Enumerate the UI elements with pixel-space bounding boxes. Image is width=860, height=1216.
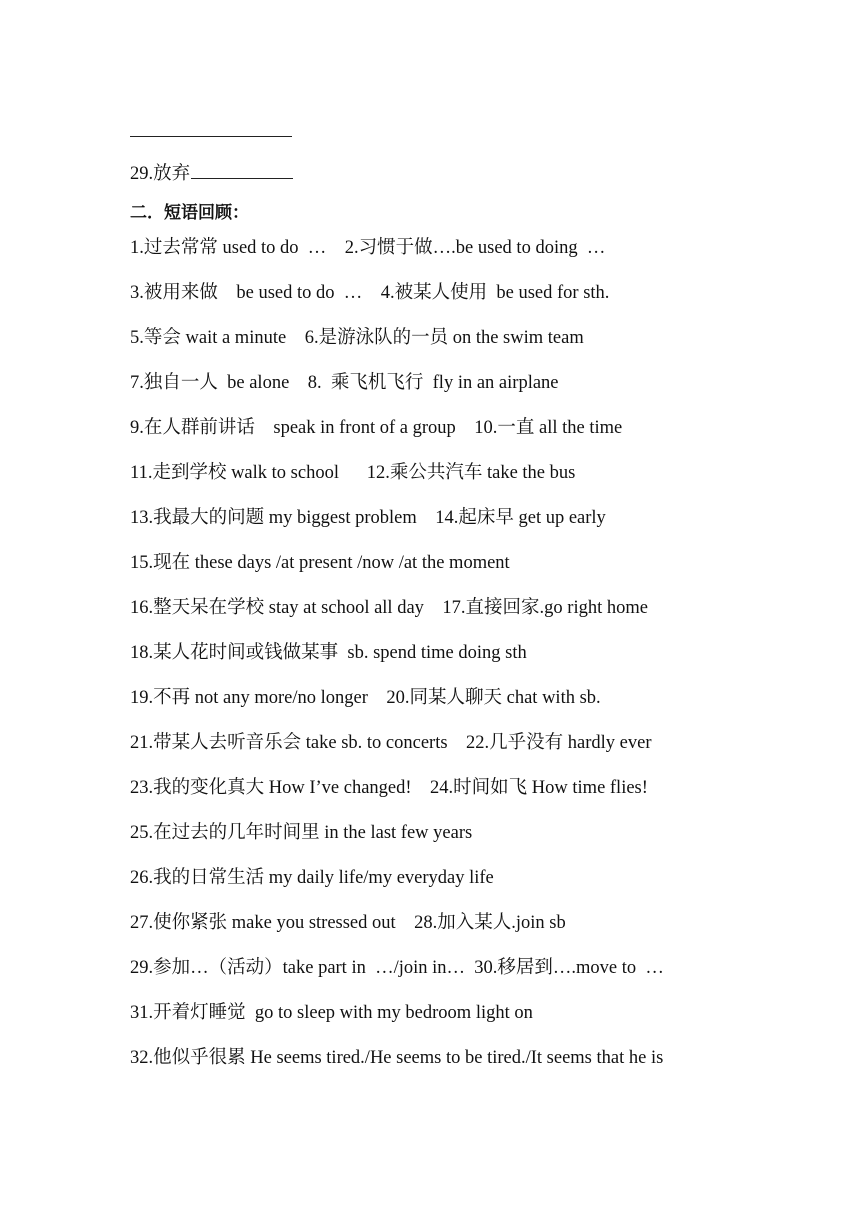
phrase-line: 3.被用来做 be used to do … 4.被某人使用 be used for sth. [130,283,610,303]
phrase-line: 25.在过去的几年时间里 in the last few years [130,823,473,843]
vocab-item-29 [130,160,293,186]
phrase-line: 21.带某人去听音乐会 take sb. to concerts 22.几乎没有 hardly ever [130,733,652,753]
answer-blank-line [130,136,292,137]
phrase-line: 19.不再 not any more/no longer 20.同某人聊天 chat with sb. [130,688,601,708]
phrase-line: 16.整天呆在学校 stay at school all day 17.直接回家.go right home [130,598,648,618]
phrase-line: 32.他似乎很累 He seems tired./He seems to be tired./It seems that he is [130,1048,664,1068]
phrase-line: 15.现在 these days /at present /now /at the moment [130,553,510,573]
phrase-line: 26.我的日常生活 my daily life/my everyday life [130,868,494,888]
phrase-line: 1.过去常常 used to do … 2.习惯于做….be used to doing … [130,238,606,258]
phrase-line: 31.开着灯睡觉 go to sleep with my bedroom light on [130,1003,533,1023]
phrase-line: 5.等会 wait a minute 6.是游泳队的一员 on the swim team [130,328,584,348]
phrase-line: 18.某人花时间或钱做某事 sb. spend time doing sth [130,643,527,663]
vocab-item-29-label: 29.放弃 [130,164,191,184]
phrase-line: 23.我的变化真大 How I’ve changed! 24.时间如飞 How time flies! [130,778,648,798]
phrase-line: 7.独自一人 be alone 8. 乘飞机飞行 fly in an airplane [130,373,559,393]
phrase-line: 9.在人群前讲话 speak in front of a group 10.一直 all the time [130,418,623,438]
answer-blank [191,160,293,179]
phrase-line: 13.我最大的问题 my biggest problem 14.起床早 get up early [130,508,606,528]
section-heading: 二．短语回顾： [130,203,249,223]
phrase-line: 27.使你紧张 make you stressed out 28.加入某人.join sb [130,913,566,933]
phrase-line: 11.走到学校 walk to school 12.乘公共汽车 take the bus [130,463,576,483]
phrase-line: 29.参加…（活动）take part in …/join in… 30.移居到….move to … [130,958,664,978]
